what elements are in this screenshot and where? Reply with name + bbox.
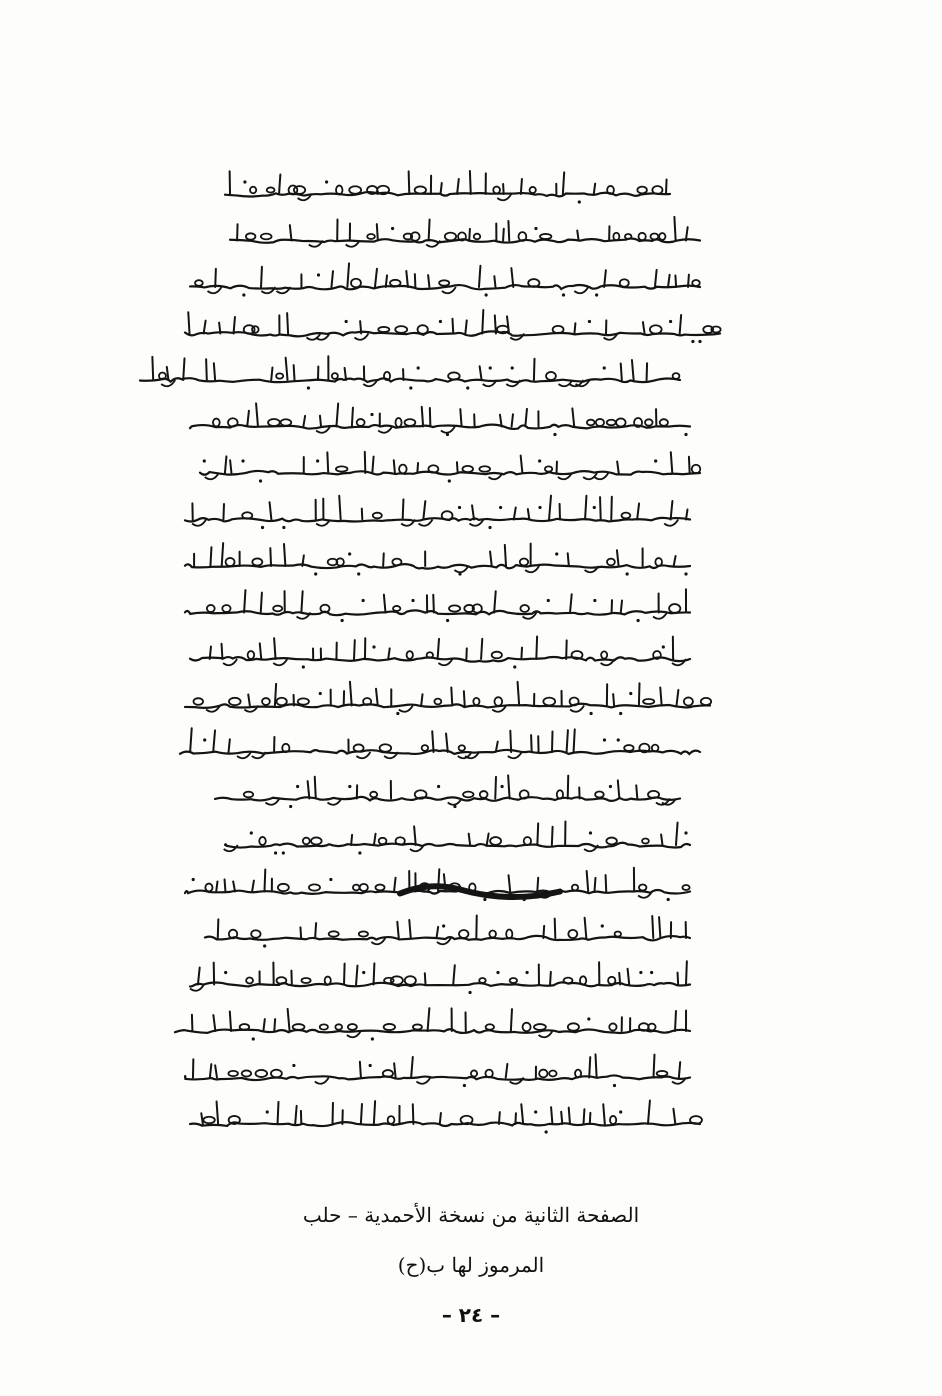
manuscript-line: [230, 217, 700, 247]
caption-title: الصفحة الثانية من نسخة الأحمدية – حلب: [302, 1203, 640, 1227]
manuscript-line: [180, 728, 700, 758]
manuscript-line: [185, 543, 690, 575]
manuscript-line: [205, 915, 690, 947]
manuscript-line: [225, 171, 670, 204]
manuscript-line: [185, 682, 711, 715]
manuscript-image: [130, 150, 810, 1170]
manuscript-line: [140, 356, 680, 389]
manuscript-line: [185, 310, 721, 343]
caption-symbol: المرموز لها ب(ح): [397, 1253, 545, 1277]
manuscript-line: [185, 1054, 690, 1087]
page-number: – ٢٤ –: [441, 1303, 501, 1327]
manuscript-line: [190, 403, 690, 436]
manuscript-line: [190, 961, 690, 994]
manuscript-line: [190, 636, 690, 668]
handwriting-image: [130, 150, 810, 1170]
manuscript-line: [200, 452, 700, 483]
manuscript-line: [190, 263, 700, 296]
manuscript-line: [185, 496, 690, 529]
manuscript-line: [185, 589, 690, 622]
manuscript-line: [175, 1008, 690, 1040]
manuscript-line: [224, 821, 690, 854]
manuscript-line: [215, 775, 680, 808]
manuscript-line: [190, 1100, 702, 1133]
